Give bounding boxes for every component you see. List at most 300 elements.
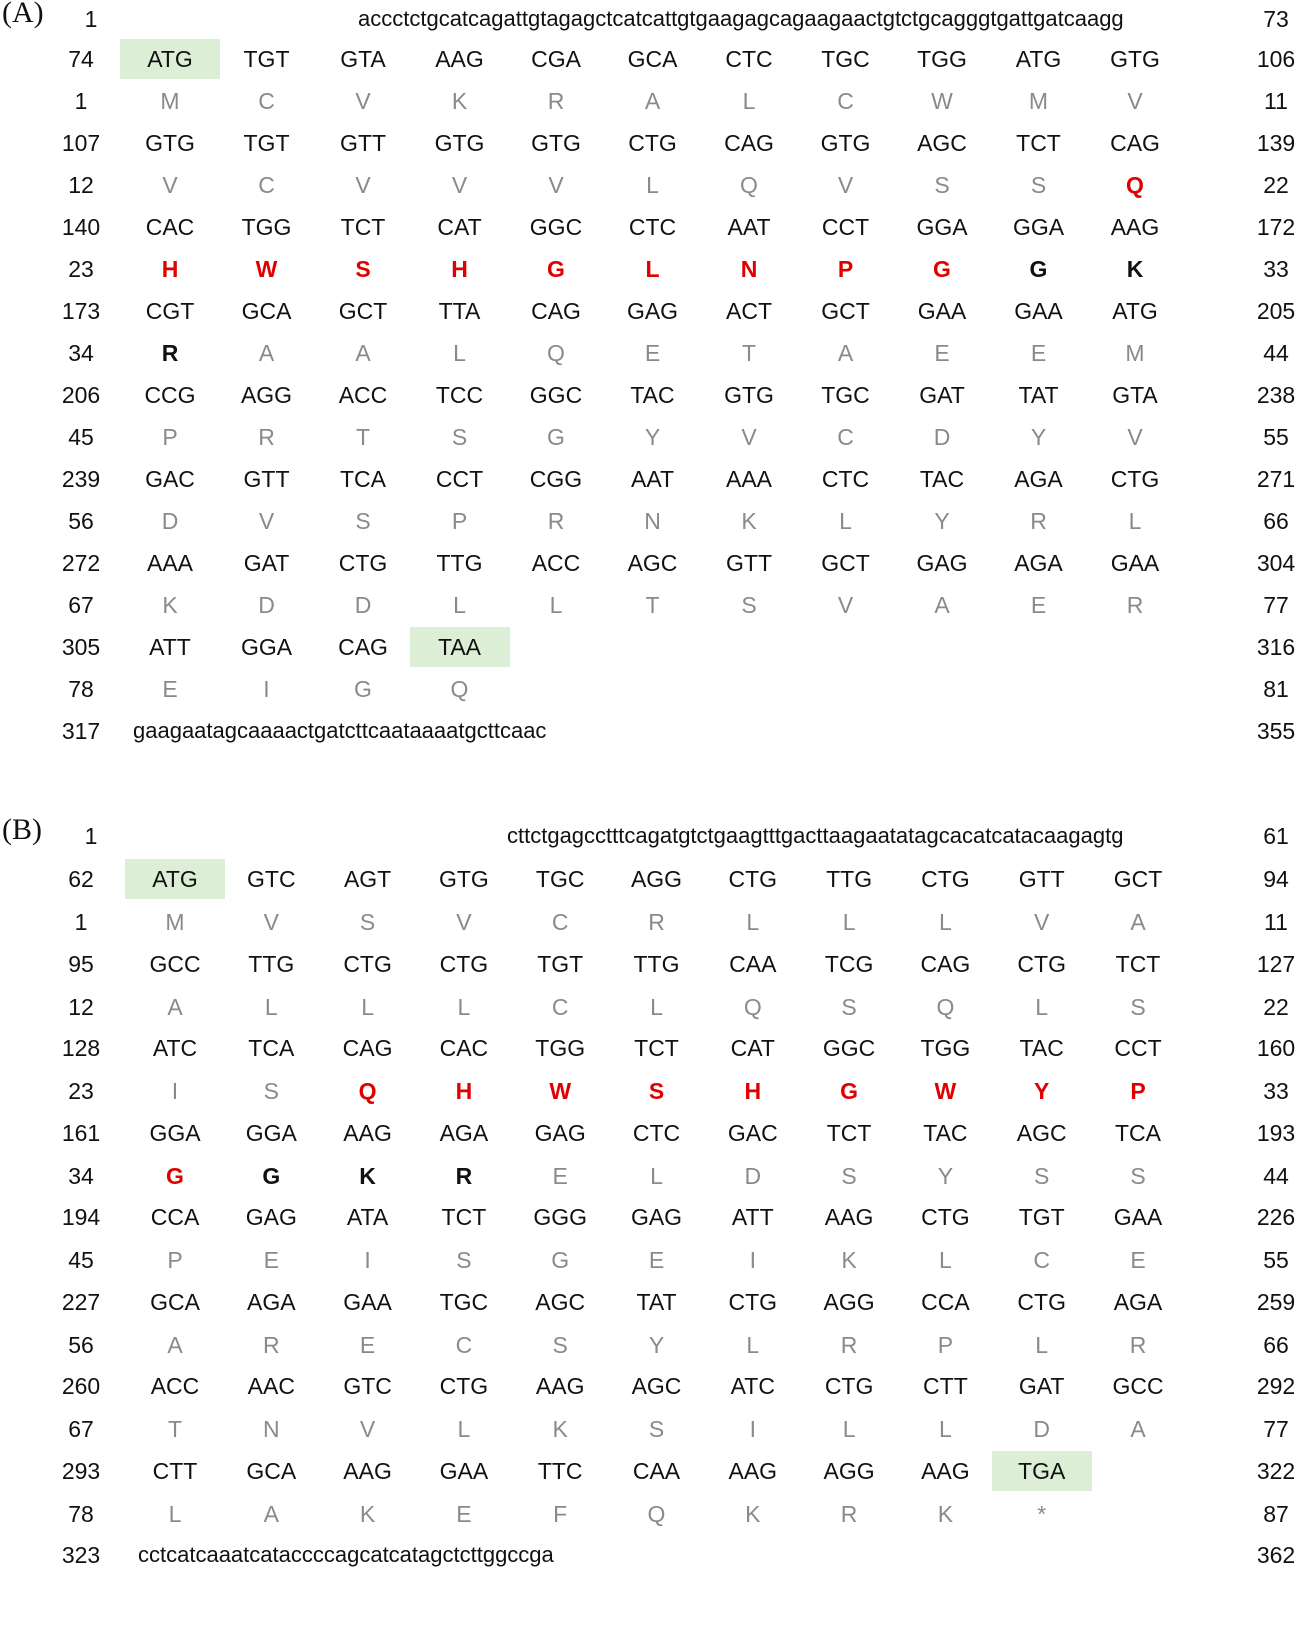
codon: AGC — [631, 1373, 682, 1399]
amino-acid-start-number: 1 — [74, 88, 88, 114]
codon: GAG — [916, 550, 968, 576]
amino-acid: I — [171, 1078, 179, 1104]
codon: TTG — [436, 550, 483, 576]
codon: CCA — [921, 1288, 970, 1315]
codon: CTC — [628, 214, 677, 240]
amino-acid-start-number: 45 — [68, 1247, 94, 1273]
amino-acid: Y — [1030, 424, 1047, 450]
amino-acid-end-number: 33 — [1263, 256, 1289, 282]
codon: CTG — [1017, 950, 1066, 977]
amino-acid: Q — [1126, 172, 1144, 198]
amino-acid: R — [258, 424, 275, 450]
amino-acid: L — [1035, 1331, 1049, 1358]
amino-acid: E — [456, 1500, 472, 1527]
codon: AAT — [727, 214, 771, 240]
upstream-end-number: 61 — [1263, 823, 1289, 849]
amino-acid-end-number: 87 — [1263, 1500, 1289, 1527]
codon: GTC — [247, 866, 296, 892]
amino-acid: D — [1033, 1416, 1050, 1442]
codon-row — [0, 1456, 1306, 1486]
codon: CTG — [439, 1373, 489, 1399]
amino-acid: K — [451, 88, 468, 114]
codon: CCT — [1114, 1035, 1162, 1061]
codon: CGA — [531, 46, 581, 72]
codon: GTG — [820, 130, 871, 156]
amino-acid: L — [549, 592, 563, 618]
amino-acid: W — [931, 88, 953, 114]
amino-acid-end-number: 55 — [1263, 424, 1289, 450]
codon: ACC — [338, 382, 388, 408]
codon: TGC — [821, 46, 870, 72]
amino-acid: W — [255, 256, 278, 282]
amino-acid: V — [837, 592, 854, 618]
amino-acid: * — [1037, 1500, 1047, 1527]
amino-acid-row — [0, 170, 1306, 200]
amino-acid: V — [355, 88, 371, 114]
codon: CTG — [1110, 466, 1160, 492]
codon: TCT — [1016, 130, 1061, 156]
codon: AGG — [630, 866, 683, 892]
codon-row — [0, 949, 1306, 979]
nucleotide-start-number: 206 — [61, 382, 101, 408]
codon: TCT — [826, 1119, 872, 1146]
codon: TGT — [243, 130, 290, 156]
amino-acid: L — [361, 993, 374, 1020]
amino-acid: E — [1030, 592, 1047, 618]
codon: GTG — [438, 866, 489, 892]
amino-acid: S — [841, 1162, 857, 1189]
amino-acid: I — [263, 676, 270, 702]
codon: GCA — [627, 46, 678, 72]
nucleotide-start-number: 227 — [61, 1288, 101, 1315]
codon: GAA — [1113, 1204, 1163, 1230]
downstream-row — [0, 1540, 1306, 1570]
codon: AGG — [240, 382, 293, 408]
codon: CCA — [150, 1204, 200, 1230]
codon: CTC — [725, 46, 773, 72]
amino-acid: A — [167, 1331, 183, 1358]
codon: GTA — [1112, 382, 1158, 408]
codon: CAG — [531, 298, 581, 324]
amino-acid: Q — [936, 993, 955, 1020]
codon: GCA — [246, 1457, 297, 1484]
codon: GGC — [529, 382, 583, 408]
nucleotide-start-number: 161 — [61, 1119, 101, 1146]
codon: AAA — [725, 466, 773, 492]
codon: CAA — [729, 950, 777, 977]
nucleotide-end-number: 304 — [1256, 550, 1296, 576]
amino-acid: R — [547, 88, 565, 114]
amino-acid: C — [258, 172, 275, 198]
amino-acid: Y — [937, 1162, 954, 1189]
amino-acid: P — [167, 1247, 183, 1273]
codon: TAT — [636, 1288, 677, 1315]
amino-acid: V — [451, 172, 468, 198]
codon: GAT — [919, 382, 965, 408]
codon: GGG — [533, 1204, 588, 1230]
panel-label: (A) — [2, 0, 44, 29]
codon: CTG — [728, 866, 778, 892]
amino-acid: C — [551, 909, 569, 935]
codon: GAA — [917, 298, 967, 324]
amino-acid-start-number: 56 — [68, 508, 94, 534]
codon: GCT — [821, 550, 870, 576]
codon: GTG — [1110, 46, 1160, 72]
amino-acid: P — [937, 1331, 954, 1358]
downstream-start-number: 323 — [61, 1542, 101, 1568]
amino-acid: M — [1125, 340, 1145, 366]
amino-acid-row — [0, 422, 1306, 452]
codon: CAT — [437, 214, 482, 240]
codon-row — [0, 44, 1306, 74]
codon: CTG — [628, 130, 677, 156]
nucleotide-start-number: 107 — [61, 130, 101, 156]
panel-label: (B) — [2, 813, 42, 846]
codon: AGA — [1014, 466, 1063, 492]
codon: TGC — [439, 1288, 489, 1315]
amino-acid: V — [258, 508, 275, 534]
codon: CAA — [632, 1457, 681, 1484]
nucleotide-end-number: 127 — [1256, 950, 1296, 977]
codon: CCT — [435, 466, 484, 492]
codon: GGA — [1012, 214, 1065, 240]
amino-acid: E — [1030, 340, 1047, 366]
codon: GAG — [245, 1204, 297, 1230]
amino-acid: K — [162, 592, 178, 618]
nucleotide-start-number: 74 — [68, 46, 94, 72]
codon: AGC — [535, 1288, 586, 1315]
codon: CTG — [824, 1373, 874, 1399]
codon: AGC — [627, 550, 678, 576]
amino-acid-end-number: 11 — [1264, 909, 1288, 935]
codon: GAC — [145, 466, 195, 492]
start-codon: ATG — [120, 39, 220, 79]
codon: GAT — [243, 550, 290, 576]
codon: CTG — [338, 550, 388, 576]
amino-acid-end-number: 66 — [1263, 508, 1289, 534]
amino-acid: L — [168, 1500, 182, 1527]
codon: CTG — [728, 1288, 778, 1315]
amino-acid: V — [548, 172, 564, 198]
codon: ACC — [150, 1373, 200, 1399]
codon-row — [0, 1202, 1306, 1232]
downstream-row — [0, 716, 1306, 746]
amino-acid: R — [262, 1331, 280, 1358]
codon: ATC — [730, 1373, 775, 1399]
amino-acid: L — [645, 256, 660, 282]
codon: TCT — [1115, 950, 1161, 977]
codon: GTT — [340, 130, 386, 156]
codon-row — [0, 296, 1306, 326]
amino-acid: Y — [934, 508, 950, 534]
amino-acid: S — [1130, 993, 1146, 1020]
nucleotide-end-number: 172 — [1256, 214, 1296, 240]
amino-acid-start-number: 12 — [68, 993, 94, 1020]
amino-acid: L — [646, 172, 659, 198]
codon: AAG — [535, 1373, 585, 1399]
amino-acid: Q — [358, 1078, 377, 1104]
amino-acid: R — [840, 1331, 858, 1358]
codon: CTG — [343, 950, 392, 977]
amino-acid: D — [933, 424, 951, 450]
amino-acid: Q — [743, 993, 762, 1020]
amino-acid: L — [746, 909, 760, 935]
amino-acid: G — [547, 424, 565, 450]
codon-row — [0, 212, 1306, 242]
codon: ATG — [1015, 46, 1062, 72]
amino-acid: F — [553, 1500, 568, 1527]
amino-acid: K — [937, 1500, 954, 1527]
codon: GTG — [724, 382, 774, 408]
stop-codon: TGA — [992, 1451, 1092, 1491]
codon: CCT — [821, 214, 870, 240]
amino-acid-row — [0, 1245, 1306, 1275]
upstream-sequence: cttctgagcctttcagatgtctgaagtttgacttaagaatatagcacatcatacaagagtg — [507, 823, 1124, 848]
codon: TGT — [537, 950, 584, 977]
amino-acid: D — [258, 592, 275, 618]
codon: GAA — [1110, 550, 1160, 576]
amino-acid: E — [644, 340, 661, 366]
nucleotide-start-number: 194 — [61, 1204, 101, 1230]
codon: CGG — [529, 466, 583, 492]
amino-acid-end-number: 44 — [1263, 340, 1289, 366]
codon: CAG — [338, 634, 388, 660]
amino-acid-end-number: 77 — [1263, 1416, 1289, 1442]
codon: CAC — [145, 214, 195, 240]
upstream-start-number: 1 — [84, 6, 98, 32]
amino-acid-start-number: 67 — [68, 1416, 94, 1442]
amino-acid: E — [648, 1247, 665, 1273]
amino-acid-end-number: 81 — [1263, 676, 1289, 702]
amino-acid-start-number: 23 — [68, 1078, 94, 1104]
upstream-end-number: 73 — [1263, 6, 1289, 32]
amino-acid: P — [451, 508, 468, 534]
amino-acid: E — [263, 1247, 279, 1273]
amino-acid: L — [650, 1162, 663, 1189]
amino-acid: V — [1034, 909, 1050, 935]
amino-acid-end-number: 22 — [1263, 172, 1289, 198]
codon: TGT — [243, 46, 290, 72]
codon: CTG — [921, 1204, 970, 1230]
codon: AGC — [1016, 1119, 1067, 1146]
codon: TCC — [435, 382, 484, 408]
amino-acid: C — [837, 424, 854, 450]
nucleotide-start-number: 239 — [61, 466, 101, 492]
codon-row — [0, 1371, 1306, 1401]
amino-acid-row — [0, 907, 1306, 937]
codon: ACC — [531, 550, 581, 576]
amino-acid: E — [1130, 1247, 1146, 1273]
amino-acid: V — [1127, 424, 1143, 450]
codon: GAA — [439, 1457, 489, 1484]
codon: CAG — [342, 1035, 393, 1061]
codon: CAT — [730, 1035, 775, 1061]
nucleotide-start-number: 140 — [61, 214, 101, 240]
nucleotide-end-number: 259 — [1256, 1288, 1296, 1315]
amino-acid-start-number: 34 — [68, 1162, 94, 1189]
amino-acid: H — [161, 256, 179, 282]
codon: GTT — [243, 466, 290, 492]
amino-acid: Y — [648, 1331, 665, 1358]
amino-acid: R — [1030, 508, 1047, 534]
amino-acid: M — [160, 88, 180, 114]
codon: GCA — [241, 298, 292, 324]
codon-row — [0, 548, 1306, 578]
downstream-sequence: gaagaatagcaaaactgatcttcaataaaatgcttcaac — [133, 718, 547, 743]
nucleotide-start-number: 128 — [61, 1035, 101, 1061]
amino-acid: V — [359, 1416, 376, 1442]
codon: AAG — [824, 1204, 874, 1230]
codon: GCT — [821, 298, 870, 324]
codon: GTT — [1018, 866, 1065, 892]
amino-acid: A — [644, 88, 661, 114]
amino-acid: L — [650, 993, 663, 1020]
nucleotide-end-number: 238 — [1256, 382, 1296, 408]
amino-acid-end-number: 77 — [1263, 592, 1289, 618]
amino-acid: S — [1030, 172, 1047, 198]
amino-acid: C — [1033, 1247, 1050, 1273]
amino-acid-row — [0, 674, 1306, 704]
codon-row — [0, 1033, 1306, 1063]
codon: TCG — [824, 950, 874, 977]
nucleotide-start-number: 95 — [68, 950, 94, 977]
amino-acid: G — [1029, 256, 1048, 282]
codon-row — [0, 1287, 1306, 1317]
downstream-start-number: 317 — [61, 718, 101, 744]
codon: CTC — [632, 1119, 681, 1146]
nucleotide-start-number: 62 — [68, 866, 94, 892]
codon: GGA — [149, 1119, 201, 1146]
amino-acid: L — [1035, 993, 1049, 1020]
codon-row — [0, 464, 1306, 494]
codon: GCT — [338, 298, 388, 324]
amino-acid: L — [842, 909, 856, 935]
nucleotide-end-number: 205 — [1256, 298, 1296, 324]
codon: ATT — [731, 1204, 774, 1230]
amino-acid-row — [0, 1414, 1306, 1444]
amino-acid: L — [264, 993, 278, 1020]
codon: GGA — [916, 214, 968, 240]
nucleotide-start-number: 272 — [61, 550, 101, 576]
amino-acid: E — [162, 676, 178, 702]
codon: AGG — [823, 1457, 875, 1484]
codon-row — [0, 380, 1306, 410]
nucleotide-end-number: 226 — [1256, 1204, 1296, 1230]
amino-acid: V — [162, 172, 178, 198]
amino-acid: D — [161, 508, 179, 534]
codon: AAG — [728, 1457, 778, 1484]
amino-acid: C — [455, 1331, 473, 1358]
amino-acid: P — [162, 424, 178, 450]
codon: ATT — [149, 634, 191, 660]
amino-acid: L — [839, 508, 852, 534]
upstream-sequence: accctctgcatcagattgtagagctcatcattgtgaagagcagaagaactgtctgcagggtgattgatcaagg — [358, 6, 1124, 31]
codon: TAC — [919, 466, 965, 492]
amino-acid: M — [165, 909, 185, 935]
amino-acid: K — [741, 508, 757, 534]
codon: ATC — [152, 1035, 198, 1061]
amino-acid: S — [741, 592, 757, 618]
amino-acid: T — [355, 424, 371, 450]
codon: AAG — [435, 46, 484, 72]
nucleotide-end-number: 139 — [1256, 130, 1296, 156]
amino-acid: L — [1128, 508, 1142, 534]
amino-acid: R — [1126, 592, 1144, 618]
codon-row — [0, 1118, 1306, 1148]
amino-acid-start-number: 45 — [68, 424, 94, 450]
codon: TTG — [248, 950, 295, 977]
amino-acid-row — [0, 86, 1306, 116]
amino-acid-start-number: 78 — [68, 676, 94, 702]
codon: AAG — [343, 1119, 392, 1146]
start-codon: ATG — [125, 859, 225, 899]
codon: TTG — [826, 866, 873, 892]
amino-acid: S — [456, 1247, 472, 1273]
amino-acid: H — [744, 1078, 762, 1104]
nucleotide-start-number: 173 — [61, 298, 101, 324]
amino-acid: T — [741, 340, 757, 366]
amino-acid: C — [837, 88, 854, 114]
amino-acid: Y — [644, 424, 661, 450]
amino-acid-start-number: 78 — [68, 1500, 94, 1527]
amino-acid: G — [547, 256, 565, 282]
amino-acid: G — [166, 1162, 184, 1189]
codon: CTT — [923, 1373, 968, 1399]
amino-acid-end-number: 11 — [1264, 88, 1288, 114]
codon: GAT — [1018, 1373, 1065, 1399]
codon: TAT — [1018, 382, 1059, 408]
downstream-end-number: 355 — [1256, 718, 1296, 744]
amino-acid: R — [1129, 1331, 1147, 1358]
amino-acid: L — [457, 1416, 471, 1442]
amino-acid: L — [453, 340, 466, 366]
codon: TGG — [917, 46, 967, 72]
amino-acid: K — [745, 1500, 761, 1527]
amino-acid: A — [837, 340, 854, 366]
amino-acid: L — [453, 592, 466, 618]
amino-acid: S — [359, 909, 376, 935]
amino-acid: L — [842, 1416, 856, 1442]
amino-acid: Q — [547, 340, 565, 366]
codon: CTG — [439, 950, 489, 977]
amino-acid: Q — [647, 1500, 666, 1527]
codon-row — [0, 632, 1306, 662]
codon: GTG — [434, 130, 485, 156]
amino-acid: N — [644, 508, 661, 534]
amino-acid: W — [549, 1078, 572, 1104]
codon: GTA — [340, 46, 386, 72]
amino-acid: A — [263, 1500, 279, 1527]
codon: TAC — [1019, 1035, 1064, 1061]
nucleotide-end-number: 193 — [1256, 1119, 1296, 1146]
amino-acid: I — [749, 1416, 756, 1442]
amino-acid: W — [934, 1078, 957, 1104]
amino-acid: Q — [450, 676, 469, 702]
codon: TGC — [535, 866, 585, 892]
codon: GGA — [245, 1119, 297, 1146]
codon: GCC — [1112, 1373, 1164, 1399]
codon: GAA — [343, 1288, 392, 1315]
codon: TGG — [241, 214, 292, 240]
amino-acid: L — [938, 1416, 952, 1442]
codon: CTG — [921, 866, 970, 892]
downstream-end-number: 362 — [1256, 1542, 1296, 1568]
amino-acid: N — [740, 256, 758, 282]
amino-acid: V — [741, 424, 757, 450]
amino-acid: L — [742, 88, 756, 114]
codon: GTG — [531, 130, 581, 156]
nucleotide-end-number: 292 — [1256, 1373, 1296, 1399]
